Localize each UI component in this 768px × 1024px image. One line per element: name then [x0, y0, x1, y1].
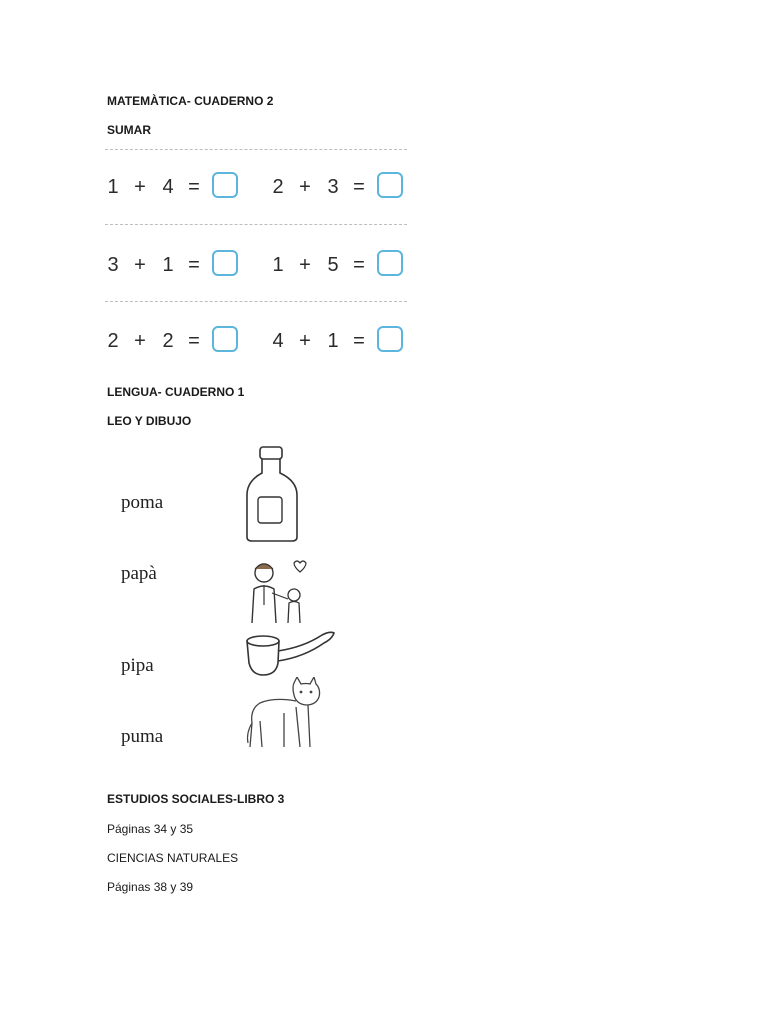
- math-heading: MATEMÀTICA- CUADERNO 2: [107, 94, 274, 108]
- bottle-picture: [242, 445, 302, 543]
- answer-box[interactable]: [212, 250, 238, 276]
- addition-worksheet: [105, 146, 407, 358]
- addend: 2: [162, 330, 174, 352]
- addend: 3: [327, 176, 339, 198]
- equals-sign: =: [353, 330, 365, 352]
- addend: 1: [327, 330, 339, 352]
- word-papa: papà: [121, 563, 157, 584]
- plus-sign: +: [299, 330, 311, 352]
- word-pipa: pipa: [121, 655, 154, 676]
- addend: 5: [327, 254, 339, 276]
- word-poma: poma: [121, 492, 164, 513]
- social-studies-heading: ESTUDIOS SOCIALES-LIBRO 3: [107, 792, 285, 806]
- addend: 1: [107, 176, 119, 198]
- puma-picture: [244, 677, 324, 751]
- plus-sign: +: [299, 176, 311, 198]
- answer-box[interactable]: [377, 326, 403, 352]
- divider-line: [105, 149, 407, 150]
- addend: 2: [107, 330, 119, 352]
- equals-sign: =: [353, 176, 365, 198]
- read-and-draw-exercise: [112, 441, 338, 753]
- plus-sign: +: [134, 330, 146, 352]
- science-pages: Páginas 38 y 39: [107, 880, 194, 894]
- addend: 2: [272, 176, 284, 198]
- plus-sign: +: [299, 254, 311, 276]
- equals-sign: =: [188, 254, 200, 276]
- equals-sign: =: [353, 254, 365, 276]
- plus-sign: +: [134, 254, 146, 276]
- answer-box[interactable]: [212, 326, 238, 352]
- answer-box[interactable]: [377, 250, 403, 276]
- addend: 3: [107, 254, 119, 276]
- answer-box[interactable]: [212, 172, 238, 198]
- addend: 4: [162, 176, 174, 198]
- father-and-child-picture: [244, 559, 310, 625]
- language-heading: LENGUA- CUADERNO 1: [107, 385, 245, 399]
- divider-line: [105, 224, 407, 225]
- addend: 1: [272, 254, 284, 276]
- equals-sign: =: [188, 176, 200, 198]
- math-subheading: SUMAR: [107, 123, 151, 137]
- addend: 4: [272, 330, 284, 352]
- plus-sign: +: [134, 176, 146, 198]
- equals-sign: =: [188, 330, 200, 352]
- social-studies-pages: Páginas 34 y 35: [107, 822, 194, 836]
- divider-line: [105, 301, 407, 302]
- science-heading: CIENCIAS NATURALES: [107, 851, 239, 865]
- addend: 1: [162, 254, 174, 276]
- language-subheading: LEO Y DIBUJO: [107, 414, 192, 428]
- pipe-picture: [244, 629, 338, 683]
- answer-box[interactable]: [377, 172, 403, 198]
- word-puma: puma: [121, 726, 164, 747]
